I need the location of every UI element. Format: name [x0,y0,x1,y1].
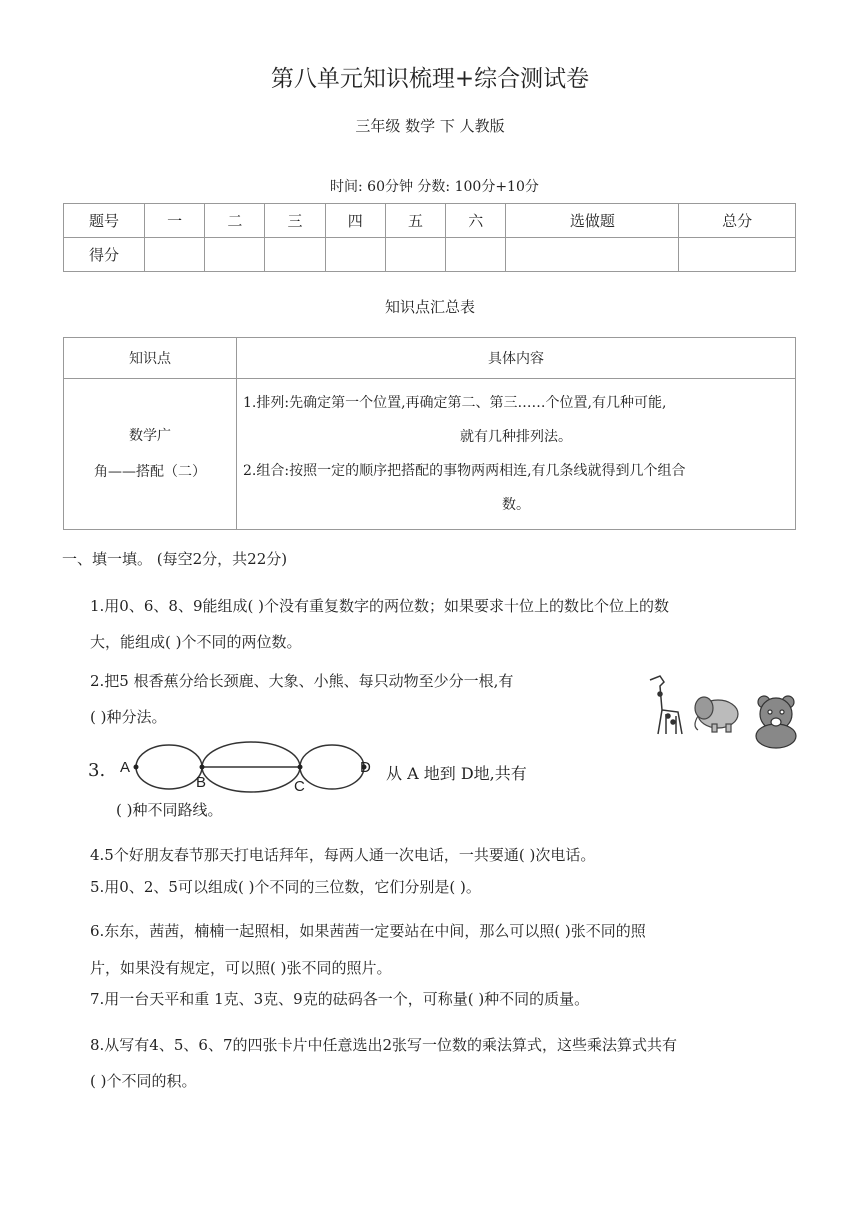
bear-icon [756,696,796,748]
score-cell[interactable] [446,238,506,272]
point-label-d: D [360,759,371,776]
knowledge-table [63,337,796,530]
score-header-cell: 五 [385,204,445,238]
question-3-number: 3. [88,760,106,781]
giraffe-icon [650,676,682,734]
page-subtitle: 三年级 数学 下 人教版 [355,117,505,135]
score-header-cell: 三 [265,204,325,238]
score-row-label: 得分 [64,238,145,272]
question-6-line-2: 片，如果没有规定，可以照( )张不同的照片。 [90,959,392,977]
question-3-text: 从 A 地到 D地,共有 [386,764,527,783]
question-8-line-2: ( )个不同的积。 [90,1072,197,1090]
score-cell[interactable] [679,238,796,272]
knowledge-topic [64,379,237,530]
section-heading: 一、填一填。 (每空2分，共22分) [62,550,288,568]
score-cell[interactable] [506,238,679,272]
content-item-2: 2.组合:按照一定的顺序把搭配的事物两两相连,有几条线就得到几个组合 [243,463,686,479]
score-cell[interactable] [145,238,205,272]
score-cell[interactable] [385,238,445,272]
score-header-cell: 选做题 [506,204,679,238]
score-cell[interactable] [325,238,385,272]
question-2-line-1: 2.把5 根香蕉分给长颈鹿、大象、小熊、每只动物至少分一根,有 [90,672,514,690]
point-label-c: C [294,778,305,795]
point-label-a: A [120,759,131,776]
topic-line: 角——搭配（二） [94,464,206,480]
content-item-2-cont: 数。 [502,497,530,513]
score-header-cell: 二 [205,204,265,238]
question-5: 5.用0、2、5可以组成( )个不同的三位数，它们分别是( )。 [90,878,481,896]
score-header-cell: 题号 [64,204,145,238]
content-item-1: 1.排列:先确定第一个位置,再确定第二、第三……个位置,有几种可能, [243,395,667,411]
topic-line: 数学广 [129,428,171,444]
time-info: 时间: 60分钟 分数: 100分+10分 [330,179,539,195]
question-2-line-2: ( )种分法。 [90,708,167,726]
knowledge-table-header-row [64,338,796,379]
point-label-b: B [196,774,207,791]
score-table-header-row [64,204,796,238]
question-6-line-1: 6.东东，茜茜，楠楠一起照相，如果茜茜一定要站在中间，那么可以照( )张不同的照 [90,922,646,940]
question-3-line-2: ( )种不同路线。 [116,801,223,819]
route-diagram [118,738,376,798]
content-col-header: 具体内容 [237,338,796,379]
score-table [63,203,796,272]
knowledge-table-row [64,379,796,530]
elephant-icon [695,697,738,732]
score-header-cell: 四 [325,204,385,238]
knowledge-content [237,379,796,530]
score-header-cell: 六 [446,204,506,238]
question-1-line-2: 大，能组成( )个不同的两位数。 [90,633,302,651]
score-header-cell: 总分 [679,204,796,238]
knowledge-table-title: 知识点汇总表 [384,298,475,316]
knowledge-col-header: 知识点 [64,338,237,379]
question-4: 4.5个好朋友春节那天打电话拜年，每两人通一次电话，一共要通( )次电话。 [90,846,596,864]
question-8-line-1: 8.从写有4、5、6、7的四张卡片中任意选出2张写一位数的乘法算式，这些乘法算式共有 [90,1036,678,1054]
question-7: 7.用一台天平和重 1克、3克、9克的砝码各一个，可称量( )种不同的质量。 [90,990,590,1008]
animals-illustration [640,672,810,750]
route-arc-cd [300,745,364,789]
score-table-row [64,238,796,272]
score-cell[interactable] [205,238,265,272]
score-header-cell: 一 [145,204,205,238]
content-item-1-cont: 就有几种排列法。 [460,429,572,445]
page-title: 第八单元知识梳理+综合测试卷 [270,66,590,92]
score-cell[interactable] [265,238,325,272]
question-1-line-1: 1.用0、6、8、9能组成( )个没有重复数字的两位数；如果要求十位上的数比个位上的数 [90,597,669,615]
route-arc-ab [136,745,202,789]
